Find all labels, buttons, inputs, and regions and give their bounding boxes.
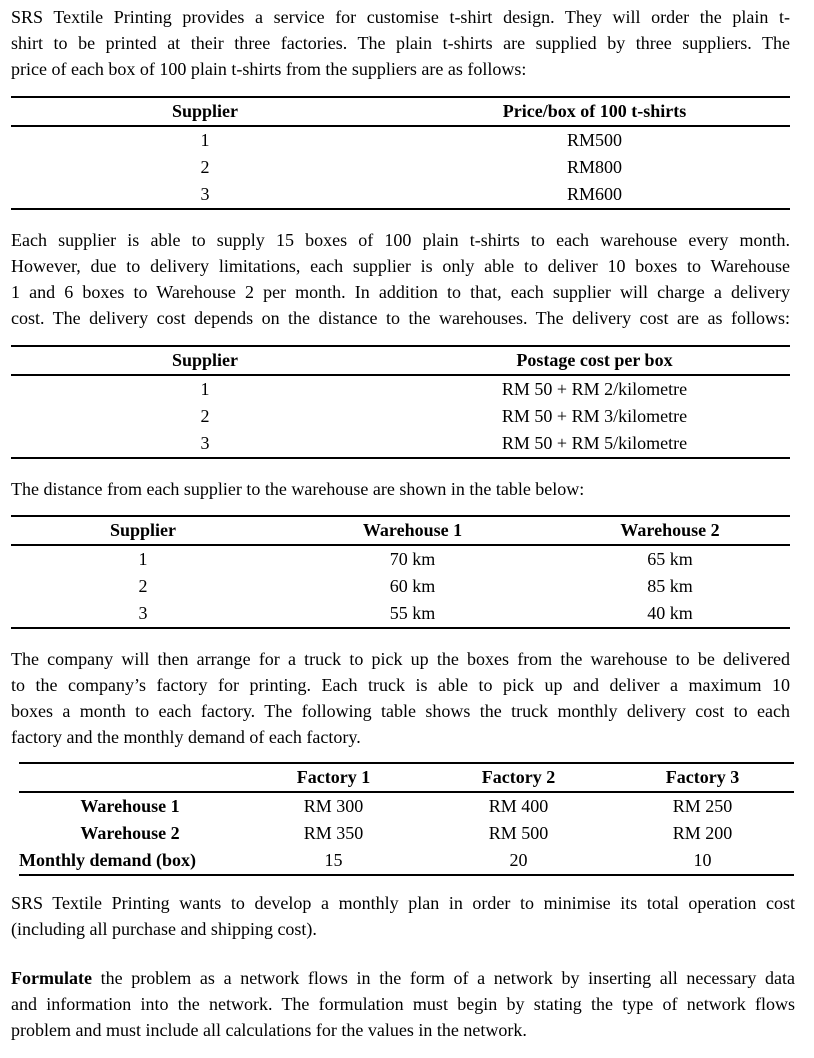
- supply-line-4: cost. The delivery cost depends on the distance to the warehouses. The delivery cost are as follows:: [11, 308, 790, 328]
- distance-header-warehouse-2: Warehouse 2: [550, 516, 790, 545]
- goal-line-2: (including all purchase and shipping cost).: [11, 919, 317, 939]
- distance-supplier-cell: 3: [11, 600, 275, 628]
- table-row: [11, 403, 790, 430]
- factory-cost-cell: RM 500: [488, 823, 549, 843]
- table-row: [11, 126, 790, 154]
- factory-cost-cell: RM 350: [303, 823, 364, 843]
- factory-header-2: Factory 2: [426, 763, 611, 792]
- intro-line-2: shirt to be printed at their three factories. The plain t-shirts are supplied by three suppliers. The: [11, 33, 790, 53]
- factory-demand-cell: 20: [426, 847, 611, 875]
- table-row: [11, 545, 790, 573]
- distance-header-supplier: Supplier: [11, 516, 275, 545]
- table-row: [19, 847, 794, 875]
- table-row: [11, 430, 790, 458]
- postage-cost-cell: RM 50 + RM 3/kilometre: [501, 406, 688, 426]
- distance-line-1: The distance from each supplier to the warehouse are shown in the table below:: [11, 479, 585, 499]
- formulate-line-1-rest: the problem as a network flows in the form of a network by inserting all necessary data: [91, 968, 795, 988]
- price-supplier-cell: 2: [200, 157, 210, 177]
- factory-header-blank: [19, 763, 241, 792]
- factory-demand-label: Monthly demand (box): [19, 847, 241, 875]
- price-value-cell: RM500: [566, 130, 622, 150]
- intro-line-3: price of each box of 100 plain t-shirts from the suppliers are as follows:: [11, 59, 527, 79]
- postage-table: [11, 345, 790, 459]
- table-row: [11, 573, 790, 600]
- factory-header-3: Factory 3: [611, 763, 794, 792]
- factory-cost-cell: RM 200: [672, 823, 733, 843]
- distance-w1-cell: 60 km: [389, 576, 436, 596]
- distance-w2-cell: 40 km: [550, 600, 790, 628]
- postage-header-supplier: Supplier: [11, 346, 399, 375]
- formulate-bold-word: Formulate: [11, 968, 92, 988]
- supply-line-3: 1 and 6 boxes to Warehouse 2 per month. In addition to that, each supplier will charge a delivery: [11, 282, 790, 302]
- distance-w1-cell: 70 km: [389, 549, 436, 569]
- supply-line-2: However, due to delivery limitations, each supplier is only able to deliver 10 boxes to Warehouse: [11, 256, 790, 276]
- price-value-cell: RM800: [566, 157, 622, 177]
- postage-cost-cell: RM 50 + RM 2/kilometre: [501, 379, 688, 399]
- postage-supplier-cell: 1: [200, 379, 210, 399]
- factory-row-label: Warehouse 1: [80, 796, 180, 816]
- price-supplier-cell: 1: [200, 130, 210, 150]
- price-table: [11, 96, 790, 210]
- factory-demand-cell: 10: [611, 847, 794, 875]
- table-row: [11, 600, 790, 628]
- truck-line-1: The company will then arrange for a truck to pick up the boxes from the warehouse to be delivered: [11, 649, 790, 669]
- formulate-line-2: and information into the network. The formulation must begin by stating the type of network flows: [11, 994, 795, 1014]
- table-row: [11, 375, 790, 403]
- truck-paragraph: [11, 646, 790, 750]
- factory-table: [19, 762, 794, 876]
- factory-cost-cell: RM 400: [488, 796, 549, 816]
- distance-table: [11, 515, 790, 629]
- intro-line-1: SRS Textile Printing provides a service for customise t-shirt design. They will order the plain t-: [11, 7, 790, 27]
- price-supplier-cell: 3: [11, 181, 399, 209]
- distance-supplier-cell: 2: [138, 576, 148, 596]
- truck-line-4: factory and the monthly demand of each factory.: [11, 727, 361, 747]
- distance-header-warehouse-1: Warehouse 1: [275, 516, 550, 545]
- price-header-supplier: Supplier: [11, 97, 399, 126]
- factory-cost-cell: RM 300: [303, 796, 364, 816]
- postage-supplier-cell: 3: [11, 430, 399, 458]
- distance-w2-cell: 85 km: [647, 576, 693, 596]
- factory-demand-cell: 15: [241, 847, 426, 875]
- formulate-paragraph: [11, 965, 795, 1043]
- price-value-cell: RM600: [399, 181, 790, 209]
- table-row: [11, 154, 790, 181]
- goal-paragraph: [11, 890, 795, 942]
- postage-cost-cell: RM 50 + RM 5/kilometre: [399, 430, 790, 458]
- truck-line-2: to the company’s factory for printing. Each truck is able to pick up and deliver a maximum 10: [11, 675, 790, 695]
- table-row: [19, 792, 794, 820]
- formulate-line-1: [11, 965, 795, 991]
- goal-line-1: SRS Textile Printing wants to develop a monthly plan in order to minimise its total operation cost: [11, 893, 795, 913]
- truck-line-3: boxes a month to each factory. The following table shows the truck monthly delivery cost to each: [11, 701, 790, 721]
- postage-header-cost: Postage cost per box: [399, 346, 790, 375]
- table-row: [19, 820, 794, 847]
- supply-paragraph: [11, 227, 790, 331]
- formulate-line-3: problem and must include all calculations for the values in the network.: [11, 1020, 527, 1040]
- factory-row-label: Warehouse 2: [80, 823, 180, 843]
- intro-paragraph: [11, 4, 790, 82]
- factory-header-1: Factory 1: [241, 763, 426, 792]
- distance-paragraph: [11, 476, 790, 502]
- distance-supplier-cell: 1: [138, 549, 148, 569]
- distance-w1-cell: 55 km: [275, 600, 550, 628]
- price-header-price: Price/box of 100 t-shirts: [399, 97, 790, 126]
- table-row: [11, 181, 790, 209]
- distance-w2-cell: 65 km: [647, 549, 693, 569]
- supply-line-1: Each supplier is able to supply 15 boxes of 100 plain t-shirts to each warehouse every month.: [11, 230, 790, 250]
- factory-cost-cell: RM 250: [672, 796, 733, 816]
- postage-supplier-cell: 2: [200, 406, 210, 426]
